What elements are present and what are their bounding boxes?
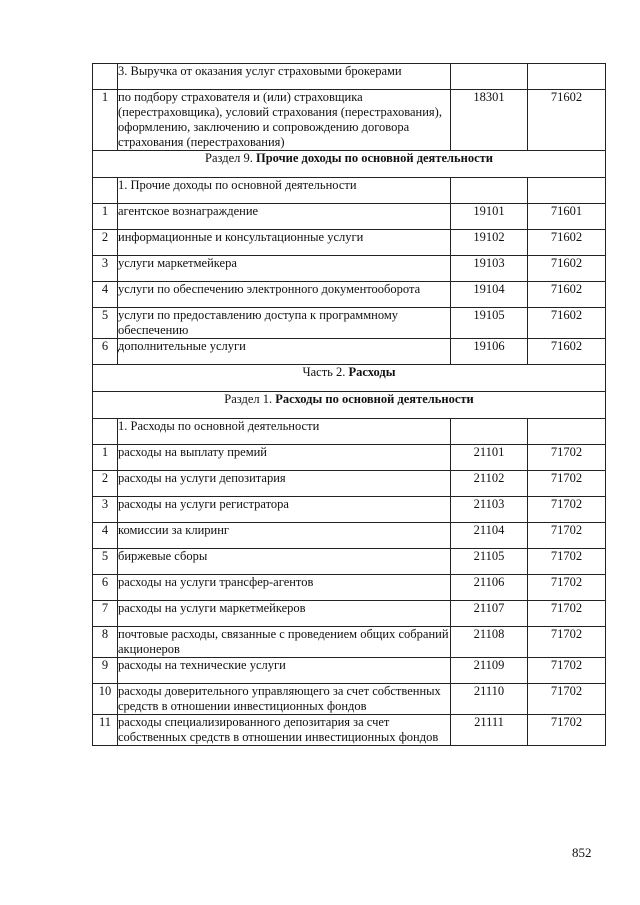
row-account: 71702	[528, 575, 606, 601]
row-name: агентское вознаграждение	[118, 204, 451, 230]
row-name: расходы на услуги маркетмейкеров	[118, 601, 451, 627]
row-code: 19104	[451, 282, 528, 308]
row-account: 71702	[528, 549, 606, 575]
table-row	[93, 339, 606, 365]
row-account: 71702	[528, 523, 606, 549]
row-account: 71602	[528, 90, 606, 151]
section-heading-title: Расходы	[348, 365, 396, 379]
row-account: 71702	[528, 684, 606, 715]
section-heading-title: Прочие доходы по основной деятельности	[255, 151, 493, 165]
row-code: 19105	[451, 308, 528, 339]
section-heading-row	[93, 151, 606, 178]
row-number: 1	[93, 90, 118, 151]
table-row	[93, 523, 606, 549]
row-code: 21105	[451, 549, 528, 575]
table-row	[93, 282, 606, 308]
row-code: 19101	[451, 204, 528, 230]
row-number: 3	[93, 497, 118, 523]
table-row	[93, 684, 606, 715]
table-row	[93, 308, 606, 339]
row-number	[93, 178, 118, 204]
table-row	[93, 497, 606, 523]
row-number: 11	[93, 715, 118, 746]
row-number: 4	[93, 282, 118, 308]
row-number: 1	[93, 445, 118, 471]
section-heading	[93, 392, 606, 419]
row-number: 2	[93, 471, 118, 497]
table-row	[93, 549, 606, 575]
row-account	[528, 64, 606, 90]
row-account	[528, 419, 606, 445]
row-account: 71702	[528, 471, 606, 497]
row-account: 71702	[528, 715, 606, 746]
table-row	[93, 627, 606, 658]
row-name: услуги маркетмейкера	[118, 256, 451, 282]
row-number: 1	[93, 204, 118, 230]
row-code: 21110	[451, 684, 528, 715]
table-row	[93, 575, 606, 601]
section-heading-prefix: Часть 2.	[302, 365, 349, 379]
table-row	[93, 230, 606, 256]
section-heading	[93, 365, 606, 392]
row-number	[93, 419, 118, 445]
row-number: 8	[93, 627, 118, 658]
table-row	[93, 204, 606, 230]
row-account: 71702	[528, 445, 606, 471]
row-code: 21111	[451, 715, 528, 746]
row-code: 21107	[451, 601, 528, 627]
subsection-title: 1. Расходы по основной деятельности	[118, 419, 451, 445]
row-code: 21108	[451, 627, 528, 658]
row-name: информационные и консультационные услуги	[118, 230, 451, 256]
accounts-table-body	[93, 64, 606, 746]
section-heading-row	[93, 392, 606, 419]
row-code: 21109	[451, 658, 528, 684]
row-code	[451, 64, 528, 90]
row-code: 21106	[451, 575, 528, 601]
subsection-row	[93, 64, 606, 90]
row-number: 7	[93, 601, 118, 627]
row-name: дополнительные услуги	[118, 339, 451, 365]
row-number: 4	[93, 523, 118, 549]
row-code: 21103	[451, 497, 528, 523]
row-account: 71602	[528, 282, 606, 308]
row-name: почтовые расходы, связанные с проведением общих собраний акционеров	[118, 627, 449, 656]
row-number: 6	[93, 339, 118, 365]
row-account: 71602	[528, 308, 606, 339]
row-number: 2	[93, 230, 118, 256]
row-name: комиссии за клиринг	[118, 523, 451, 549]
table-row	[93, 256, 606, 282]
page-number: 852	[572, 845, 592, 860]
row-account: 71602	[528, 230, 606, 256]
section-heading-title: Расходы по основной деятельности	[275, 392, 474, 406]
row-number: 6	[93, 575, 118, 601]
row-name: биржевые сборы	[118, 549, 451, 575]
row-code	[451, 419, 528, 445]
section-heading-row	[93, 365, 606, 392]
row-code: 21102	[451, 471, 528, 497]
table-row	[93, 658, 606, 684]
row-number: 3	[93, 256, 118, 282]
accounts-table	[92, 63, 606, 746]
row-account: 71601	[528, 204, 606, 230]
row-account: 71702	[528, 627, 606, 658]
table-row	[93, 90, 606, 151]
table-row	[93, 445, 606, 471]
subsection-row	[93, 178, 606, 204]
row-code: 21101	[451, 445, 528, 471]
row-code: 19103	[451, 256, 528, 282]
row-code: 19106	[451, 339, 528, 365]
row-name: расходы на технические услуги	[118, 658, 451, 684]
row-name: расходы специализированного депозитария за счет собственных средств в отношении инвестиционных фондов	[118, 715, 451, 746]
subsection-title: 1. Прочие доходы по основной деятельности	[118, 178, 451, 204]
row-name: по подбору страхователя и (или) страховщика (перестраховщика), условий страхования (перестрахования), оформлению, заключению и сопровождению договора страхования (перестрахования)	[118, 90, 451, 151]
row-account: 71602	[528, 256, 606, 282]
row-code: 21104	[451, 523, 528, 549]
row-account: 71702	[528, 601, 606, 627]
row-code: 19102	[451, 230, 528, 256]
table-row	[93, 471, 606, 497]
subsection-title: 3. Выручка от оказания услуг страховыми брокерами	[118, 64, 451, 90]
row-name: расходы на услуги регистратора	[118, 497, 451, 523]
section-heading-prefix: Раздел 1.	[224, 392, 276, 406]
row-account: 71702	[528, 658, 606, 684]
row-code	[451, 178, 528, 204]
row-account: 71702	[528, 497, 606, 523]
row-number: 9	[93, 658, 118, 684]
row-code: 18301	[451, 90, 528, 151]
section-heading	[93, 151, 606, 178]
table-row	[93, 601, 606, 627]
row-name: расходы на услуги трансфер-агентов	[118, 575, 451, 601]
section-heading-prefix: Раздел 9.	[205, 151, 256, 165]
row-name: услуги по обеспечению электронного документооборота	[118, 282, 451, 308]
row-name: расходы на услуги депозитария	[118, 471, 451, 497]
subsection-row	[93, 419, 606, 445]
row-number: 5	[93, 549, 118, 575]
row-account: 71602	[528, 339, 606, 365]
row-number	[93, 64, 118, 90]
row-name: расходы на выплату премий	[118, 445, 451, 471]
row-name: услуги по предоставлению доступа к программному обеспечению	[118, 308, 451, 339]
row-number: 10	[93, 684, 118, 715]
row-account	[528, 178, 606, 204]
row-name: расходы доверительного управляющего за счет собственных средств в отношении инвестиционных фондов	[118, 684, 451, 715]
table-row	[93, 715, 606, 746]
row-number: 5	[93, 308, 118, 339]
